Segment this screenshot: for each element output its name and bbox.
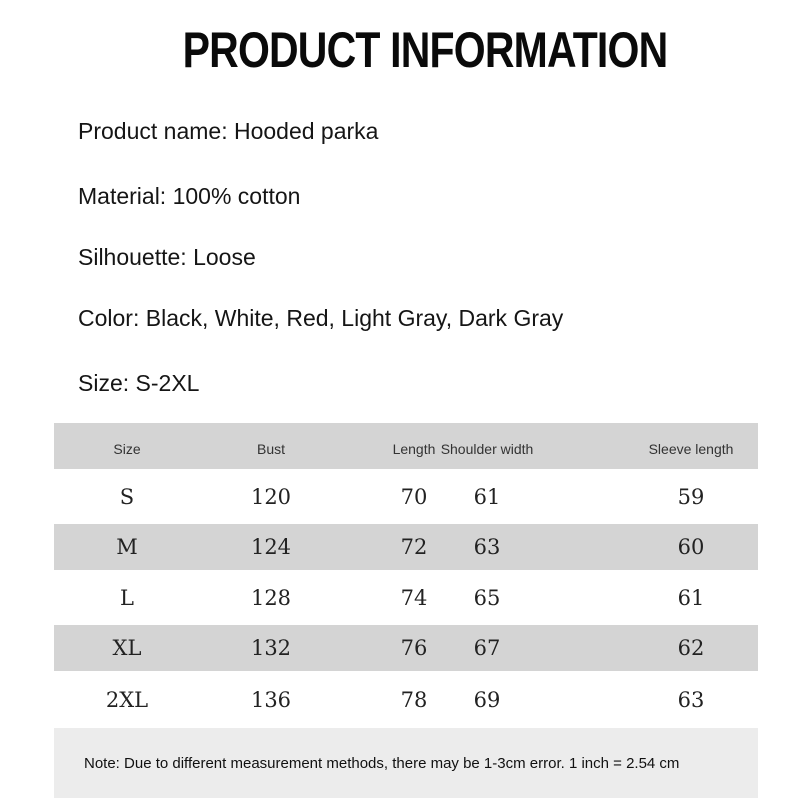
cell-sleeve-length: 62 [677, 636, 705, 660]
cell-length: 74 [400, 585, 428, 610]
header-size: Size [113, 441, 141, 457]
cell-length: 76 [400, 636, 428, 660]
cell-sleeve-length: 60 [677, 535, 705, 559]
cell-shoulder-width: 63 [473, 535, 501, 559]
cell-bust: 136 [250, 687, 292, 712]
cell-size: L [120, 585, 134, 610]
size-chart-table [54, 423, 758, 728]
cell-sleeve-length: 61 [677, 585, 705, 610]
cell-bust: 128 [250, 585, 292, 610]
page-title: PRODUCT INFORMATION [182, 22, 668, 78]
cell-sleeve-length: 59 [677, 484, 705, 509]
measurement-note-text: Note: Due to different measurement methods, there may be 1-3cm error. 1 inch = 2.54 cm [84, 754, 680, 772]
table-header-row [54, 423, 758, 469]
cell-size: S [119, 484, 135, 509]
cell-sleeve-length: 63 [677, 687, 705, 712]
table-row [54, 671, 758, 728]
cell-length: 72 [400, 535, 428, 559]
cell-shoulder-width: 69 [473, 687, 501, 712]
cell-length: 70 [400, 484, 428, 509]
cell-size: XL [112, 636, 142, 660]
cell-shoulder-width: 61 [473, 484, 501, 509]
cell-size: M [116, 535, 138, 559]
header-shoulder-width: Shoulder width [440, 441, 534, 457]
cell-shoulder-width: 67 [473, 636, 501, 660]
header-sleeve-length: Sleeve length [648, 441, 734, 457]
product-colors: Color: Black, White, Red, Light Gray, Dark Gray [78, 305, 564, 331]
header-length: Length [392, 441, 436, 457]
cell-bust: 132 [250, 636, 292, 660]
measurement-note [54, 728, 758, 798]
table-row [54, 625, 758, 671]
cell-size: 2XL [105, 687, 149, 712]
product-silhouette: Silhouette: Loose [78, 244, 256, 270]
cell-length: 78 [400, 687, 428, 712]
table-row [54, 570, 758, 625]
table-row [54, 469, 758, 524]
cell-shoulder-width: 65 [473, 585, 501, 610]
product-name: Product name: Hooded parka [78, 118, 379, 144]
cell-bust: 124 [250, 535, 292, 559]
product-sizes: Size: S-2XL [78, 370, 200, 396]
product-material: Material: 100% cotton [78, 183, 301, 209]
cell-bust: 120 [250, 484, 292, 509]
table-row [54, 524, 758, 570]
header-bust: Bust [256, 441, 285, 457]
